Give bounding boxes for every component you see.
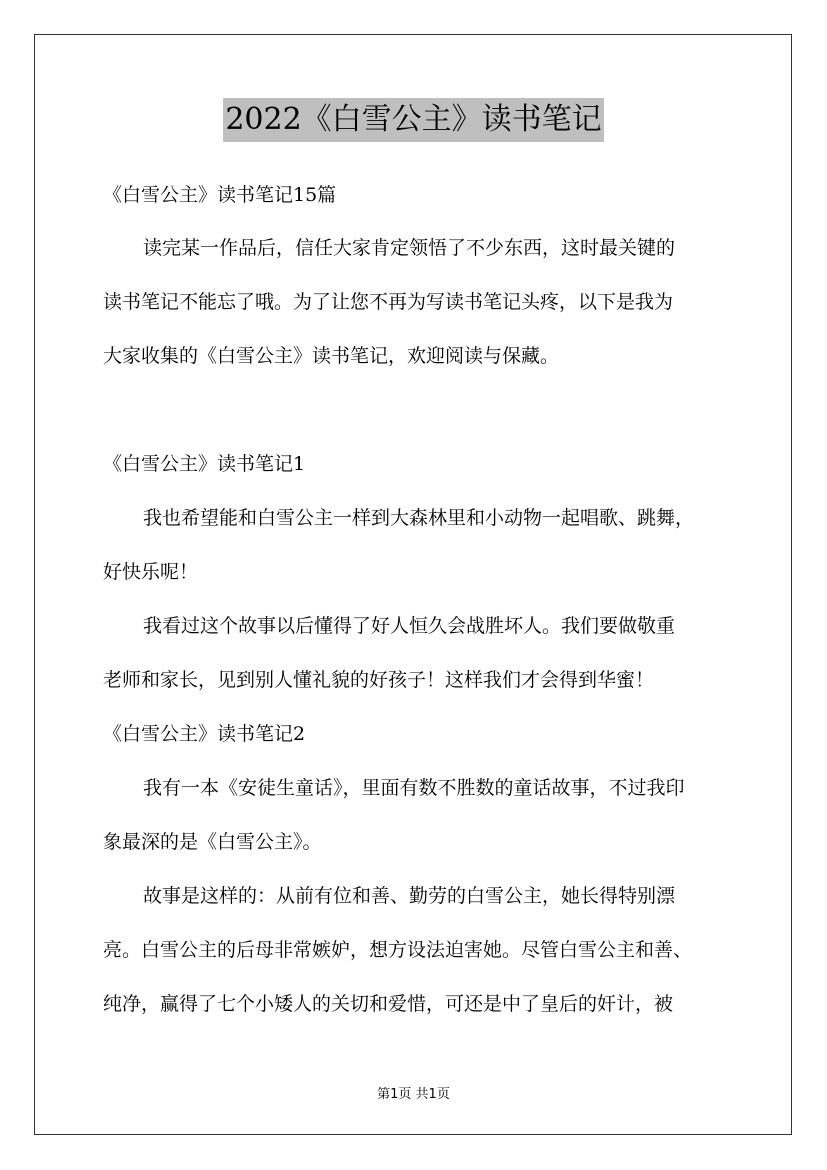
title-container [0, 98, 827, 142]
paragraph-line: 我看过这个故事以后懂得了好人恒久会战胜坏人。我们要做敬重 [143, 615, 676, 637]
paragraph-line: 我也希望能和白雪公主一样到大森林里和小动物一起唱歌、跳舞， [143, 507, 695, 529]
paragraph-line: 大家收集的《白雪公主》读书笔记，欢迎阅读与保藏。 [103, 345, 560, 367]
paragraph-line: 我有一本《安徒生童话》，里面有数不胜数的童话故事，不过我印 [143, 777, 685, 799]
paragraph-line: 老师和家长，见到别人懂礼貌的好孩子！这样我们才会得到华蜜！ [103, 669, 655, 691]
section-heading: 《白雪公主》读书笔记2 [103, 723, 306, 745]
paragraph-line: 象最深的是《白雪公主》。 [103, 831, 322, 853]
section-heading: 《白雪公主》读书笔记1 [103, 453, 306, 475]
paragraph-line: 好快乐呢！ [103, 561, 199, 583]
paragraph-line: 亮。白雪公主的后母非常嫉妒，想方设法迫害她。尽管白雪公主和善、 [103, 939, 693, 961]
document-title: 2022《白雪公主》读书笔记 [223, 98, 603, 142]
page-footer: 第1页 共1页 [377, 1087, 450, 1102]
paragraph-line: 纯净，赢得了七个小矮人的关切和爱惜，可还是中了皇后的奸计，被 [103, 993, 674, 1015]
paragraph-line: 故事是这样的：从前有位和善、勤劳的白雪公主，她长得特别漂 [143, 885, 676, 907]
paragraph-line: 读完某一作品后，信任大家肯定领悟了不少东西，这时最关键的 [143, 237, 676, 259]
subtitle-line: 《白雪公主》读书笔记15篇 [103, 184, 337, 206]
paragraph-line: 读书笔记不能忘了哦。为了让您不再为写读书笔记头疼，以下是我为 [103, 291, 674, 313]
